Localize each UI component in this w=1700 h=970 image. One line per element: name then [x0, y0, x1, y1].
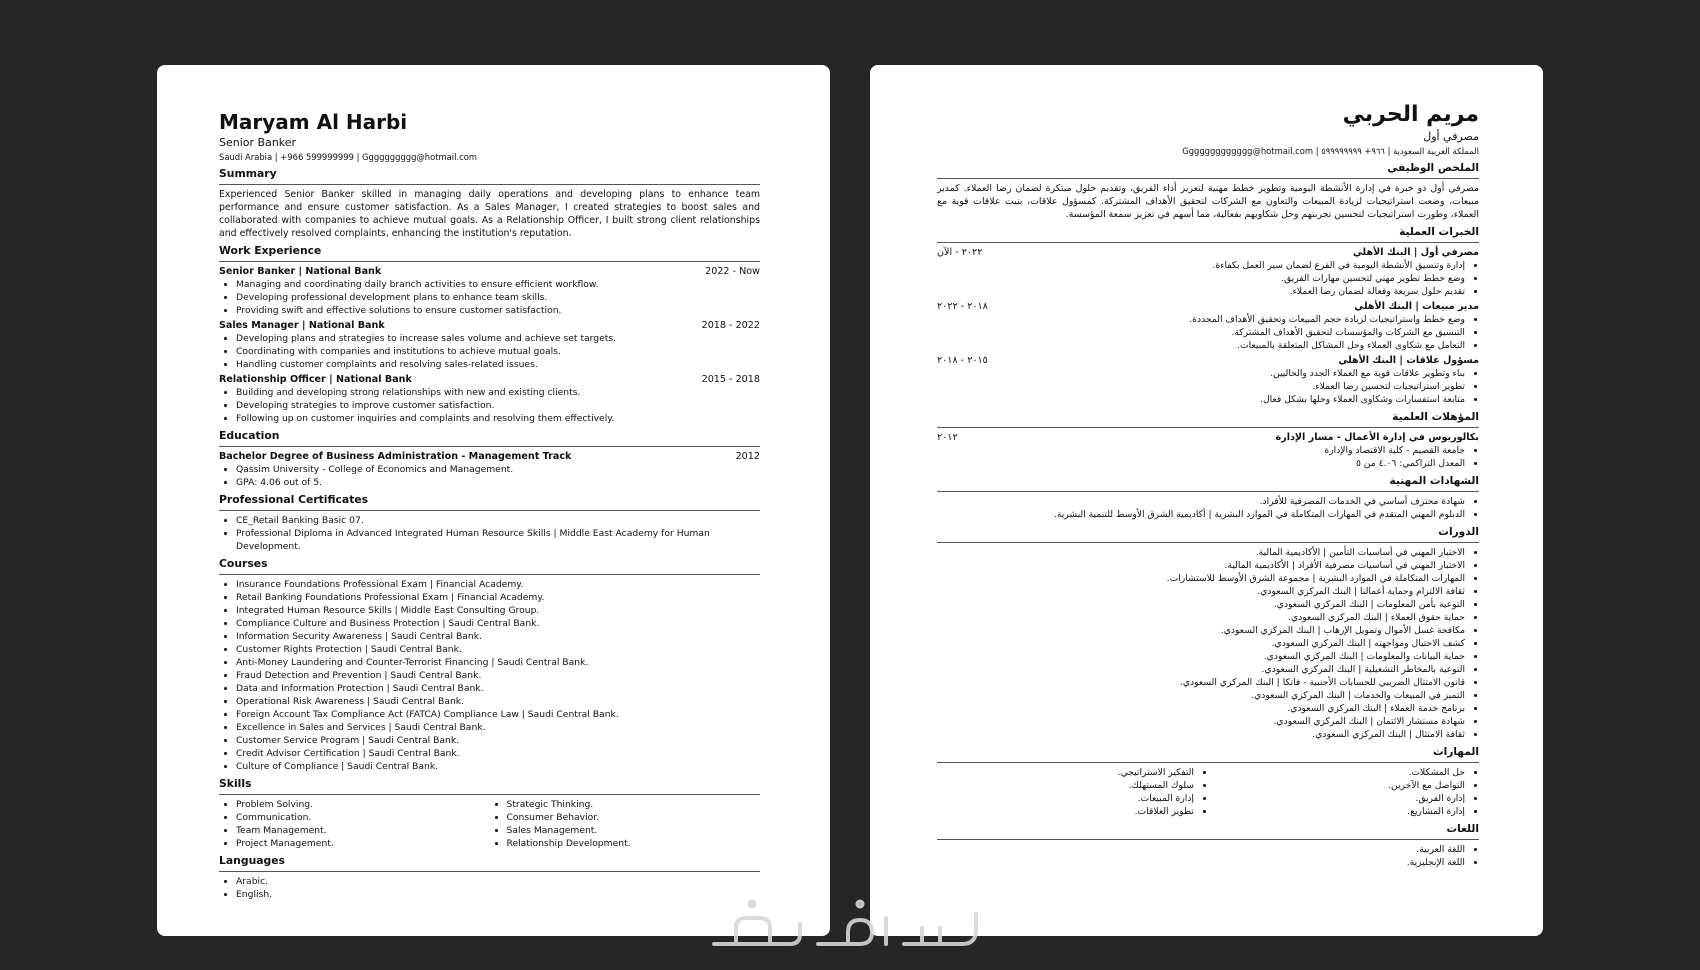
- list-item: • Strategic Thinking.: [507, 798, 761, 811]
- list-item: • وضع خطط تطوير مهني لتحسين مهارات الفريق.: [937, 272, 1465, 285]
- skills-list: [937, 766, 1208, 818]
- summary-heading: Summary: [219, 167, 760, 185]
- job-bullets: [937, 367, 1479, 406]
- list-item: • تطوير استراتيجيات لتحسين رضا العملاء.: [937, 380, 1465, 393]
- list-item: • شهادة محترف أساسي في الخدمات المصرفية للأفراد.: [937, 495, 1465, 508]
- job-title: Relationship Officer | National Bank: [219, 374, 412, 385]
- resume-name: مريم الحربي: [1342, 102, 1479, 127]
- skills-columns: [219, 798, 760, 850]
- degree-row: [937, 431, 1479, 444]
- courses-heading: الدورات: [937, 525, 1479, 543]
- list-item: • التنسيق مع الشركات والمؤسسات لتحقيق الأهداف المشتركة.: [937, 326, 1465, 339]
- job-years: ٢٠١٥ - ٢٠١٨: [937, 355, 988, 366]
- job-bullets: [219, 386, 760, 425]
- list-item: • إدارة المبيعات.: [937, 792, 1194, 805]
- skills-list: [219, 798, 490, 850]
- list-item: • Fraud Detection and Prevention | Saudi Central Bank.: [236, 669, 760, 682]
- list-item: • التعامل مع شكاوى العملاء وحل المشاكل المتعلقة بالمبيعات.: [937, 339, 1465, 352]
- skills-heading: المهارات: [937, 745, 1479, 763]
- contact-line: Saudi Arabia | +966 599999999 | Gggggggggg@hotmail.com: [219, 152, 477, 162]
- skills-columns: [937, 766, 1479, 818]
- job-bullets: [937, 259, 1479, 298]
- list-item: • سلوك المستهلك.: [937, 779, 1194, 792]
- languages-heading: اللغات: [937, 822, 1479, 840]
- certificates-list: [219, 514, 760, 553]
- list-item: • إدارة الفريق.: [1208, 792, 1465, 805]
- list-item: • Sales Management.: [507, 824, 761, 837]
- list-item: • ثقافة الامتثال | البنك المركزي السعودي.: [937, 728, 1465, 741]
- list-item: • اللغة الإنجليزية.: [937, 856, 1465, 869]
- job-bullets: [219, 278, 760, 317]
- list-item: • بناء وتطوير علاقات قوية مع العملاء الجدد والحاليين.: [937, 367, 1465, 380]
- degree-year: ٢٠١٢: [937, 432, 958, 443]
- degree-title: بكالوريوس في إدارة الأعمال - مسار الإدارة: [1275, 432, 1479, 443]
- list-item: • Developing strategies to improve customer satisfaction.: [236, 399, 760, 412]
- job-row: [937, 354, 1479, 367]
- certificates-list: [937, 495, 1479, 521]
- list-item: • Communication.: [236, 811, 490, 824]
- list-item: • Foreign Account Tax Compliance Act (FATCA) Compliance Law | Saudi Central Bank.: [236, 708, 760, 721]
- list-item: • التميز في المبيعات والخدمات | البنك المركزي السعودي.: [937, 689, 1465, 702]
- list-item: • Providing swift and effective solutions to ensure customer satisfaction.: [236, 304, 760, 317]
- list-item: • Culture of Compliance | Saudi Central Bank.: [236, 760, 760, 773]
- list-item: • التوعية بالمخاطر التشغيلية | البنك المركزي السعودي.: [937, 663, 1465, 676]
- resume-content-english: [219, 110, 760, 901]
- degree-row: [219, 450, 760, 463]
- list-item: • Customer Rights Protection | Saudi Central Bank.: [236, 643, 760, 656]
- list-item: • Data and Information Protection | Saudi Central Bank.: [236, 682, 760, 695]
- list-item: • Managing and coordinating daily branch activities to ensure efficient workflow.: [236, 278, 760, 291]
- list-item: • شهادة مستشار الائتمان | البنك المركزي السعودي.: [937, 715, 1465, 728]
- list-item: • GPA: 4.06 out of 5.: [236, 476, 760, 489]
- list-item: • CE_Retail Banking Basic 07.: [236, 514, 760, 527]
- list-item: • التواصل مع الآخرين.: [1208, 779, 1465, 792]
- skills-list: [1208, 766, 1479, 818]
- list-item: • Coordinating with companies and institutions to achieve mutual goals.: [236, 345, 760, 358]
- list-item: • English.: [236, 888, 760, 901]
- resume-title: مصرفي أول: [1423, 130, 1479, 143]
- list-item: • Project Management.: [236, 837, 490, 850]
- list-item: • Relationship Development.: [507, 837, 761, 850]
- list-item: • Credit Advisor Certification | Saudi Central Bank.: [236, 747, 760, 760]
- job-years: 2015 - 2018: [701, 374, 760, 385]
- list-item: • إدارة وتنسيق الأنشطة اليومية في الفرع لضمان سير العمل بكفاءة.: [937, 259, 1465, 272]
- list-item: • الاختبار المهني في أساسيات مصرفية الأفراد | الأكاديمية المالية.: [937, 559, 1465, 572]
- list-item: • Following up on customer inquiries and complaints and resolving them effectively.: [236, 412, 760, 425]
- list-item: • Handling customer complaints and resolving sales-related issues.: [236, 358, 760, 371]
- job-row: [219, 373, 760, 386]
- list-item: • Compliance Culture and Business Protection | Saudi Central Bank.: [236, 617, 760, 630]
- list-item: • Developing plans and strategies to increase sales volume and achieve set targets.: [236, 332, 760, 345]
- job-row: [937, 300, 1479, 313]
- list-item: • Insurance Foundations Professional Exam | Financial Academy.: [236, 578, 760, 591]
- resume-content-arabic: [937, 101, 1479, 869]
- job-title: Sales Manager | National Bank: [219, 320, 385, 331]
- languages-list: [937, 843, 1479, 869]
- summary-heading: الملخص الوظيفي: [937, 161, 1479, 179]
- job-title: مصرفي أول | البنك الأهلي: [1352, 247, 1479, 258]
- list-item: • Professional Diploma in Advanced Integrated Human Resource Skills | Middle East Academy for Human Development.: [236, 527, 760, 553]
- job-row: [219, 265, 760, 278]
- watermark-logo: [700, 888, 1000, 958]
- list-item: • Operational Risk Awareness | Saudi Central Bank.: [236, 695, 760, 708]
- list-item: • Excellence in Sales and Services | Saudi Central Bank.: [236, 721, 760, 734]
- resume-page-english: [157, 65, 830, 936]
- list-item: • تطوير العلاقات.: [937, 805, 1194, 818]
- resume-name: Maryam Al Harbi: [219, 110, 408, 134]
- job-bullets: [219, 332, 760, 371]
- list-item: • Information Security Awareness | Saudi Central Bank.: [236, 630, 760, 643]
- list-item: • Problem Solving.: [236, 798, 490, 811]
- summary-text: Experienced Senior Banker skilled in managing daily operations and developing plans to enhance team performance and ensure customer satisfaction. As a Sales Manager, I created strategies to boost sales and collaborated with companies to achieve mutual goals. As a Relationship Officer, I built strong client relationships and effectively resolved complaints, enhancing the institution's reputation.: [219, 189, 760, 239]
- job-bullets: [937, 313, 1479, 352]
- list-item: • التوعية بأمن المعلومات | البنك المركزي السعودي.: [937, 598, 1465, 611]
- list-item: • Arabic.: [236, 875, 760, 888]
- job-years: 2022 - Now: [705, 266, 760, 277]
- list-item: • الدبلوم المهني المتقدم في المهارات المتكاملة في الموارد البشرية | أكاديمية الشرق الأوسط للتنمية البشرية.: [937, 508, 1465, 521]
- languages-heading: Languages: [219, 854, 760, 872]
- list-item: • Developing professional development plans to enhance team skills.: [236, 291, 760, 304]
- languages-list: [219, 875, 760, 901]
- list-item: • ثقافة الالتزام وحماية أعمالنا | البنك المركزي السعودي.: [937, 585, 1465, 598]
- job-title: مدير مبيعات | البنك الأهلي: [1354, 301, 1479, 312]
- list-item: • Qassim University - College of Economics and Management.: [236, 463, 760, 476]
- list-item: • وضع خطط واستراتيجيات لزيادة حجم المبيعات وتحقيق الأهداف المحددة.: [937, 313, 1465, 326]
- list-item: • متابعة استفسارات وشكاوى العملاء وحلها بشكل فعال.: [937, 393, 1465, 406]
- list-item: • الاختبار المهني في أساسيات التأمين | الأكاديمية المالية.: [937, 546, 1465, 559]
- skills-heading: Skills: [219, 777, 760, 795]
- degree-year: 2012: [735, 451, 760, 462]
- list-item: • Customer Service Program | Saudi Central Bank.: [236, 734, 760, 747]
- list-item: • كشف الاحتيال ومواجهته | البنك المركزي السعودي.: [937, 637, 1465, 650]
- work-heading: Work Experience: [219, 244, 760, 262]
- contact-line: المملكة العربية السعودية | ٩٦٦+ ٥٩٩٩٩٩٩٩٩ | Ggggggggggggg@hotmail.com: [1182, 146, 1479, 156]
- skills-list: [490, 798, 761, 850]
- list-item: • برنامج خدمة العملاء | البنك المركزي السعودي.: [937, 702, 1465, 715]
- list-item: • Integrated Human Resource Skills | Middle East Consulting Group.: [236, 604, 760, 617]
- list-item: • اللغة العربية.: [937, 843, 1465, 856]
- education-heading: Education: [219, 429, 760, 447]
- list-item: • Anti-Money Laundering and Counter-Terrorist Financing | Saudi Central Bank.: [236, 656, 760, 669]
- certificates-heading: Professional Certificates: [219, 493, 760, 511]
- list-item: • جامعة القصيم - كلية الاقتصاد والإدارة: [937, 444, 1465, 457]
- list-item: • Retail Banking Foundations Professional Exam | Financial Academy.: [236, 591, 760, 604]
- list-item: • Building and developing strong relationships with new and existing clients.: [236, 386, 760, 399]
- list-item: • المعدل التراكمي: ٤.٠٦ من ٥: [937, 457, 1465, 470]
- list-item: • حماية حقوق العملاء | البنك المركزي السعودي.: [937, 611, 1465, 624]
- list-item: • Team Management.: [236, 824, 490, 837]
- education-bullets: [219, 463, 760, 489]
- job-title: مسؤول علاقات | البنك الأهلي: [1338, 355, 1479, 366]
- courses-list: [219, 578, 760, 773]
- certificates-heading: الشهادات المهنية: [937, 474, 1479, 492]
- list-item: • المهارات المتكاملة في الموارد البشرية | مجموعة الشرق الأوسط للاستشارات.: [937, 572, 1465, 585]
- list-item: • حل المشكلات.: [1208, 766, 1465, 779]
- resume-page-arabic: [870, 65, 1543, 936]
- resume-title: Senior Banker: [219, 136, 297, 149]
- list-item: • Consumer Behavior.: [507, 811, 761, 824]
- list-item: • قانون الامتثال الضريبي للحسابات الأجنبية - فاتكا | البنك المركزي السعودي.: [937, 676, 1465, 689]
- job-row: [219, 319, 760, 332]
- education-bullets: [937, 444, 1479, 470]
- summary-text: مصرفي أول ذو خبرة في إدارة الأنشطة اليومية وتطوير خطط مهنية لتعزيز أداء الفريق، وتقديم حلول مبتكرة لضمان رضا العملاء. كمدير مبيعات، وضعت استراتيجيات لزيادة المبيعات والتعاون مع الشركات لتحقيق الأهداف المشتركة. كمسؤول علاقات، بنيت علاقات قوية مع العملاء، وطورت استراتيجيات لتحسين تجربتهم وحل شكاويهم بفعالية، مما أسهم في تعزيز سمعة المؤسسة.: [937, 183, 1479, 220]
- degree-title: Bachelor Degree of Business Administration - Management Track: [219, 451, 572, 462]
- list-item: • التفكير الاستراتيجي.: [937, 766, 1194, 779]
- list-item: • تقديم حلول سريعة وفعالة لضمان رضا العملاء.: [937, 285, 1465, 298]
- list-item: • حماية البيانات والمعلومات | البنك المركزي السعودي.: [937, 650, 1465, 663]
- job-years: ٢٠١٨ - ٢٠٢٢: [937, 301, 988, 312]
- courses-list: [937, 546, 1479, 741]
- list-item: • مكافحة غسل الأموال وتمويل الإرهاب | البنك المركزي السعودي.: [937, 624, 1465, 637]
- courses-heading: Courses: [219, 557, 760, 575]
- job-years: ٢٠٢٢ - الآن: [937, 247, 983, 258]
- list-item: • إدارة المشاريع.: [1208, 805, 1465, 818]
- job-row: [937, 246, 1479, 259]
- education-heading: المؤهلات العلمية: [937, 410, 1479, 428]
- job-years: 2018 - 2022: [701, 320, 760, 331]
- job-title: Senior Banker | National Bank: [219, 266, 382, 277]
- work-heading: الخبرات العملية: [937, 225, 1479, 243]
